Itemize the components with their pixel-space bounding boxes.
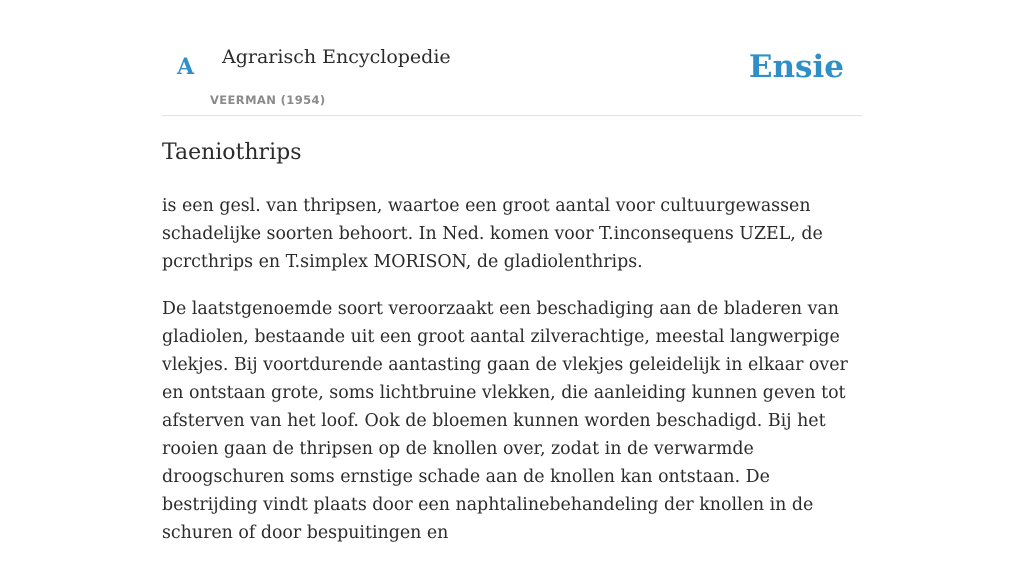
letter-a-icon[interactable]: A [177, 54, 195, 80]
entry-body [162, 192, 862, 566]
entry-paragraph: De laatstgenoemde soort veroorzaakt een beschadiging aan de bladeren van gladiolen, bestaande uit een groot aantal zilverachtige, meestal langwerpige vlekjes. Bij voortdurende aantasting gaan de vlekjes geleidelijk in elkaar over en ontstaan grote, soms lichtbruine vlekken, die aanleiding kunnen geven tot afsterven van het loof. Ook de bloemen kunnen worden beschadigd. Bij het rooien gaan de thripsen op de knollen over, zodat in de verwarmde droogschuren soms ernstige schade aan de knollen kan ontstaan. De bestrijding vindt plaats door een naphtalinebehandeling der knollen in de schuren of door bespuitingen en [162, 299, 848, 543]
source-meta: VEERMAN (1954) [210, 93, 326, 107]
source-title[interactable]: Agrarisch Encyclopedie [222, 46, 451, 68]
page-container [162, 0, 862, 543]
page-header [162, 0, 862, 116]
ensie-logo[interactable]: Ensie [748, 49, 844, 85]
entry-title: Taeniothrips [162, 140, 302, 165]
entry-paragraph: is een gesl. van thripsen, waartoe een groot aantal voor cultuurgewassen schadelijke soorten behoort. In Ned. komen voor T.inconsequens UZEL, de pcrcthrips en T.simplex MORISON, de gladiolenthrips. [162, 196, 823, 272]
